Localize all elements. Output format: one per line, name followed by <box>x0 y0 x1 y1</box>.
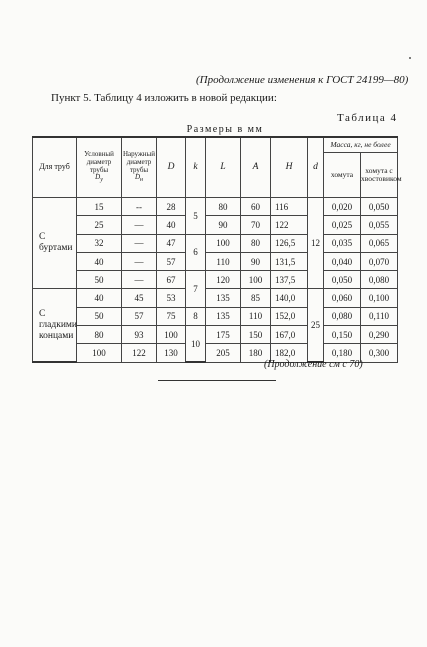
cell-A: 70 <box>241 216 271 234</box>
cell-L: 100 <box>206 234 241 252</box>
cell-mass-clamp-shank: 0,300 <box>361 344 398 362</box>
header-d: d <box>308 137 324 198</box>
cell-D: 40 <box>157 216 186 234</box>
cell-mass-clamp-shank: 0,055 <box>361 216 398 234</box>
header-dn-symbol: D <box>134 173 141 182</box>
cell-dn: 57 <box>122 307 157 325</box>
cell-L: 120 <box>206 271 241 289</box>
header-nominal-diameter-text: Условный диаметр трубы <box>84 150 114 174</box>
cell-dn: — <box>122 234 157 252</box>
cell-k: 7 <box>186 271 206 308</box>
table-number-label: Таблица 4 <box>337 112 398 124</box>
cell-A: 100 <box>241 271 271 289</box>
cell-dn: — <box>122 271 157 289</box>
cell-dy: 15 <box>77 198 122 216</box>
cell-d: 12 <box>308 198 324 289</box>
header-A: A <box>241 137 271 198</box>
cell-mass-clamp-shank: 0,065 <box>361 234 398 252</box>
header-outer-diameter-text: Наружный диаметр трубы <box>122 150 155 174</box>
cell-mass-clamp: 0,150 <box>324 326 361 344</box>
sizes-caption: Размеры в мм <box>186 124 264 135</box>
cell-L: 135 <box>206 289 241 307</box>
cell-dn: 93 <box>122 326 157 344</box>
cell-k: 6 <box>186 234 206 271</box>
cell-dy: 100 <box>77 344 122 362</box>
header-mass-clamp-shank: хомута с хвостовиком <box>361 153 398 198</box>
cell-mass-clamp: 0,050 <box>324 271 361 289</box>
cell-d: 25 <box>308 289 324 362</box>
cell-A: 60 <box>241 198 271 216</box>
cell-dy: 25 <box>77 216 122 234</box>
table-row <box>33 198 398 216</box>
dimensions-table <box>32 136 402 363</box>
cell-k: 5 <box>186 198 206 235</box>
header-dn-subscript: н <box>140 177 144 184</box>
cell-mass-clamp: 0,180 <box>324 344 361 362</box>
cell-A: 85 <box>241 289 271 307</box>
speck-mark <box>409 57 411 59</box>
cell-D: 28 <box>157 198 186 216</box>
cell-D: 67 <box>157 271 186 289</box>
cell-mass-clamp: 0,025 <box>324 216 361 234</box>
cell-mass-clamp: 0,035 <box>324 234 361 252</box>
cell-A: 90 <box>241 252 271 270</box>
continuation-header: (Продолжение изменения к ГОСТ 24199—80) <box>196 74 409 86</box>
cell-dy: 40 <box>77 252 122 270</box>
cell-D: 100 <box>157 326 186 344</box>
cell-dn: -- <box>122 198 157 216</box>
cell-mass-clamp-shank: 0,100 <box>361 289 398 307</box>
cell-L: 175 <box>206 326 241 344</box>
cell-dn: — <box>122 252 157 270</box>
cell-H: 131,5 <box>271 252 308 270</box>
cell-L: 135 <box>206 307 241 325</box>
cell-mass-clamp: 0,040 <box>324 252 361 270</box>
table-row <box>33 216 398 234</box>
header-dy-subscript: y <box>100 177 103 184</box>
table-row <box>33 271 398 289</box>
cell-D: 47 <box>157 234 186 252</box>
cell-mass-clamp-shank: 0,290 <box>361 326 398 344</box>
cell-mass-clamp-shank: 0,070 <box>361 252 398 270</box>
instruction-paragraph: Пункт 5. Таблицу 4 изложить в новой редакции: <box>51 92 277 104</box>
cell-A: 180 <box>241 344 271 362</box>
header-D: D <box>157 137 186 198</box>
cell-dy: 50 <box>77 271 122 289</box>
cell-A: 150 <box>241 326 271 344</box>
cell-k: 8 <box>186 307 206 325</box>
cell-H: 182,0 <box>271 344 308 362</box>
cell-dy: 80 <box>77 326 122 344</box>
cell-D: 53 <box>157 289 186 307</box>
cell-k: 10 <box>186 326 206 363</box>
cell-dn: 122 <box>122 344 157 362</box>
header-dy-symbol: D <box>95 173 101 182</box>
cell-D: 130 <box>157 344 186 362</box>
header-pipe: Для труб <box>33 137 77 198</box>
continuation-footer: (Продолжение см с 70) <box>264 359 363 370</box>
cell-H: 167,0 <box>271 326 308 344</box>
footer-divider <box>158 380 276 381</box>
cell-H: 126,5 <box>271 234 308 252</box>
cell-D: 57 <box>157 252 186 270</box>
cell-L: 80 <box>206 198 241 216</box>
header-outer-diameter <box>122 137 157 198</box>
cell-L: 90 <box>206 216 241 234</box>
cell-mass-clamp: 0,020 <box>324 198 361 216</box>
cell-H: 140,0 <box>271 289 308 307</box>
header-L: L <box>206 137 241 198</box>
cell-D: 75 <box>157 307 186 325</box>
table-row <box>33 289 398 307</box>
cell-A: 80 <box>241 234 271 252</box>
header-nominal-diameter <box>77 137 122 198</box>
cell-mass-clamp-shank: 0,050 <box>361 198 398 216</box>
cell-A: 110 <box>241 307 271 325</box>
header-k: k <box>186 137 206 198</box>
table-row <box>33 234 398 252</box>
header-mass: Масса, кг, не более <box>324 137 398 153</box>
table-row <box>33 307 398 325</box>
cell-H: 152,0 <box>271 307 308 325</box>
group-label-plain-ends: С гладкими концами <box>33 289 77 362</box>
cell-mass-clamp-shank: 0,110 <box>361 307 398 325</box>
cell-H: 116 <box>271 198 308 216</box>
cell-L: 205 <box>206 344 241 362</box>
cell-dy: 32 <box>77 234 122 252</box>
cell-mass-clamp-shank: 0,080 <box>361 271 398 289</box>
header-mass-clamp: хомута <box>324 153 361 198</box>
cell-H: 137,5 <box>271 271 308 289</box>
cell-dy: 40 <box>77 289 122 307</box>
group-label-flanged: С буртами <box>33 198 77 289</box>
table-row <box>33 252 398 270</box>
cell-L: 110 <box>206 252 241 270</box>
table-row <box>33 326 398 344</box>
cell-dn: 45 <box>122 289 157 307</box>
cell-H: 122 <box>271 216 308 234</box>
cell-dy: 50 <box>77 307 122 325</box>
cell-mass-clamp: 0,080 <box>324 307 361 325</box>
cell-dn: — <box>122 216 157 234</box>
header-H: H <box>271 137 308 198</box>
cell-mass-clamp: 0,060 <box>324 289 361 307</box>
